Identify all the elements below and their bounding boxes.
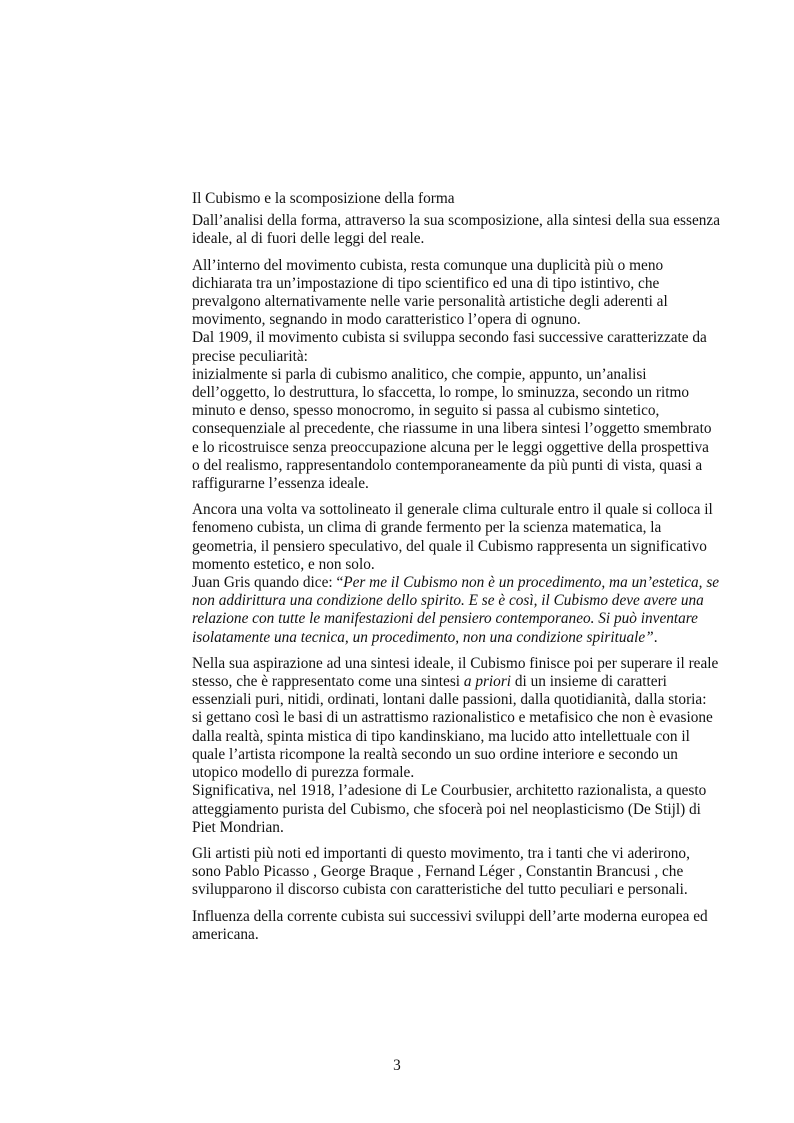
quote-text: Per me il Cubismo non è un procedimento, ma un’estetica, se non addirittura una condizione dello spirito. E se è così, il Cubismo deve avere una relazione con tutte le manifestazioni del pensiero contemporaneo. Si può inventare isolatamente una tecnica, un procedimento, non una condizione spirituale” (192, 574, 720, 646)
ideal-synthesis-part-a: Nella sua aspirazione ad una sintesi ideale, il Cubismo finisce poi per superare il reale stesso, che è rappresentato come una sintesi (192, 654, 719, 691)
paragraph-cultural-climate: Ancora una volta va sottolineato il generale clima culturale entro il quale si colloca il fenomeno cubista, un clima di grande fermento per la scienza matematica, la geometria, il pensiero speculativo, del quale il Cubismo rappresenta un significativo momento estetico, e non solo. (192, 501, 713, 573)
a-priori-emphasis: a priori (463, 673, 512, 691)
quote-end: . (653, 628, 658, 646)
paragraph-phases: Dal 1909, il movimento cubista si sviluppa secondo fasi successive caratterizzate da precise peculiarità: (192, 329, 707, 365)
section-title: Il Cubismo e la scomposizione della forma (192, 190, 455, 207)
paragraph-analytic-synthetic: inizialmente si parla di cubismo analitico, che compie, appunto, un’analisi dell’oggetto, lo destruttura, lo sfaccetta, lo rompe, lo sminuzza, secondo un ritmo minuto e denso, spesso monocromo, in seguito si passa al cubismo sintetico, consequenziale al precedente, che riassume in una libera sintesi l’oggetto smembrato e lo ricostruisce senza preoccupazione alcuna per le leggi oggettive della prospettiva o del realismo, rappresentandolo contemporaneamente da più punti di vista, quasi a raffigurarne l’essenza ideale. (192, 365, 712, 493)
paragraph-le-courbusier: Significativa, nel 1918, l’adesione di Le Courbusier, architetto razionalista, a questo atteggiamento purista del Cubismo, che sfocerà poi nel neoplasticismo (De Stijl) di Piet Mondrian. (192, 782, 707, 836)
paragraph-gris-quote (192, 574, 720, 647)
paragraph-ideal-synthesis (192, 655, 720, 782)
page-number: 3 (393, 1057, 401, 1074)
ideal-synthesis-part-b: di un insieme di caratteri essenziali puri, nitidi, ordinati, lontani dalle passioni, dalla quotidianità, dalla storia: si gettano così le basi di un astrattismo razionalistico e metafisico che non è evasione dalla realtà, spinta mistica di tipo kandinskiano, ma lucido atto intellettuale con il quale l’artista ricompone la realtà secondo un suo ordine interiore e secondo un utopico modello di purezza formale. (192, 673, 713, 782)
section-subtitle: Dall’analisi della forma, attraverso la sua scomposizione, alla sintesi della sua essenza ideale, al di fuori delle leggi del reale. (192, 212, 720, 248)
paragraph-artists: Gli artisti più noti ed importanti di questo movimento, tra i tanti che vi aderirono, sono Pablo Picasso , George Braque , Fernand Léger , Constantin Brancusi , che svilupparono il discorso cubista con caratteristiche del tutto peculiari e personali. (192, 844, 690, 899)
body-text (192, 190, 720, 944)
paragraph-influence: Influenza della corrente cubista sui successivi sviluppi dell’arte moderna europea ed americana. (192, 907, 708, 943)
paragraph-duality: All’interno del movimento cubista, resta comunque una duplicità più o meno dichiarata tra un’impostazione di tipo scientifico ed una di tipo istintivo, che prevalgono alternativamente nelle varie personalità artistiche degli aderenti al movimento, segnando in modo caratteristico l’opera di ognuno. (192, 256, 668, 329)
quote-intro: Juan Gris quando dice: “ (192, 574, 344, 592)
